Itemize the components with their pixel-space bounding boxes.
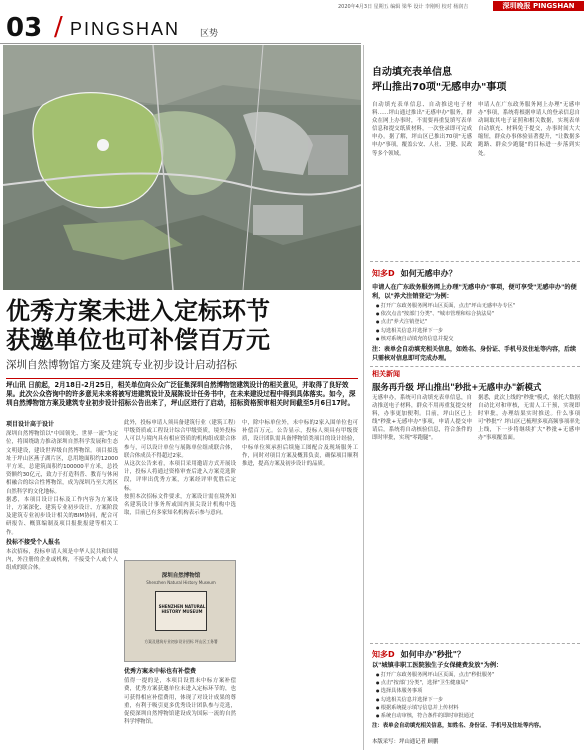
advert-footer: 方案及建筑专业初步设计招标 坪山区工务署 (144, 639, 218, 644)
how-to-note-2: 注：表单会自动填充相关信息，如姓名、身份证、手机号及住址等内容。 (372, 723, 545, 729)
how-to-steps-1 (376, 302, 580, 343)
how-to-2-step: ● 勾选相关信息并选择下一步 (376, 696, 580, 704)
page-number: 03 (6, 13, 43, 43)
how-to-1-step: ● 勾选相关信息并选择下一步 (376, 327, 580, 335)
museum-logo-text: SHENZHEN NATURAL HISTORY MUSEUM (158, 604, 206, 614)
how-to-2-step: ● 点击"按部门分类"，选择"卫生健康局" (376, 679, 580, 687)
how-to-2-step: ● 系统自动审核，符合条件的即时审批通过 (376, 712, 580, 720)
museum-advert (124, 560, 236, 662)
right-headline-2: 坪山推出70项"无感申办"事项 (372, 82, 507, 93)
how-to-1-step: ● 打开广东政务服务网坪山区页面，点击"坪山无感申办专区" (376, 302, 580, 310)
column-2-paragraph-2: 从这次公告来看，本项目采用邀请方式开展设计，投标人将通过资格审查后进入方案竞选阶段，评审出优秀方案，方案经评审优胜后定标。 (124, 461, 236, 492)
right-divider-1 (370, 261, 580, 262)
know-more-1-question: 如何无感申办？ (400, 269, 457, 278)
article-column-3 (242, 419, 358, 468)
know-more-2-question: 如何申办"秒批"？ (400, 650, 465, 659)
aerial-photo-graphic (3, 45, 361, 290)
know-more-1-tag: 知多D (372, 269, 395, 278)
column-2-paragraph-3: 按照本次招标文件要求，方案设计需在境外知名建筑设计事务所或国内顶尖设计机构中选取，目前已有多家知名机构表示参与意向。 (124, 493, 236, 517)
how-to-intro-1: 申请人在广东政务服务网上办理"无感申办"事项，便可享受"无感申办"的便利，以"养犬注销登记"为例： (372, 284, 577, 300)
column-1-paragraph-1: 深圳自然博物馆以"中国领先、世界一流"为定位，将围绕助力推动深圳自然科学发展和生态文明建设，建设世界级自然博物馆。项目拟选址于坪山区燕子湖片区，总用地面积约12000平方米，总建筑面积约100000平方米，总投资额约30亿元，致力于打造科普、教育与休闲相融合的综合性博物馆，成为深圳乃至大湾区自然科学的文化地标。 (6, 431, 118, 495)
page-top-bar (0, 0, 584, 12)
lead-paragraph: 坪山讯 日前起，2月18日-2月25日，相关单位向公众广泛征集深圳自然博物馆建筑设计的相关意见，并取得了良好效果。此次公众咨询中的许多意见未来将被写进建筑设计及展陈设计任务书中，在未来建设过程中得到具体落实。如今，深圳自然博物馆方案及建筑专业初步设计招标公告出来了，坪山区进行了启动，招标资格预审相关时间截至5月6日17时。 (6, 381, 356, 408)
how-to-intro-2: 以"城镇非职工医院独生子女保健费发放"为例： (372, 662, 503, 669)
how-to-2-step: ● 打开广东政务服务网坪山区页面，点击"秒批服务" (376, 671, 580, 679)
right-headline-3: 服务再升级 坪山推出"秒批+无感申办"新模式 (372, 382, 542, 392)
section-name: PINGSHAN (70, 19, 181, 39)
section-slash: / (54, 12, 63, 42)
know-more-1 (372, 268, 457, 279)
how-to-1-step: ● 点击"养犬注销登记" (376, 318, 580, 326)
how-to-1-step: ● 核对系统自动填充的信息并提交 (376, 335, 580, 343)
right-article-2-left: 无感申办，系统可自动填充表单信息，自动推送电子材料，群众不用再重复提交材料，办事更加便利。目前，坪山区已上线"秒批+无感申办"事项，申请人提交申请后，系统将自动核验信息，符合条件的即时审批，实现"零跑腿"。 (372, 395, 472, 442)
column-divider (363, 45, 364, 750)
right-divider-3 (370, 643, 580, 644)
main-headline (6, 296, 358, 354)
column-3-paragraph-1: 中，除中标单位外，未中标的2家入围单位也可补偿百万元。公告显示，投标人须具有甲级资质，设计团队需具备博物馆类项目的设计经验，中标单位须承担后续施工图配合及现场服务工作，同时对项目方案及概算负责，确保项目顺利推进，提高方案及初步设计的品质。 (242, 420, 358, 468)
article-column-1 (6, 419, 118, 573)
advert-subtitle: Shenzhen Natural History Museum (146, 580, 216, 585)
aerial-site-photo (3, 45, 361, 290)
column-1-heading-2: 投标不接受个人报名 (6, 538, 61, 546)
advert-title: 深圳自然博物馆 (161, 573, 201, 579)
right-divider-2 (370, 366, 580, 367)
lead-rule (6, 378, 358, 379)
article-column-2 (124, 419, 236, 517)
how-to-2-step: ● 根据系统提示填写信息并上传材料 (376, 704, 580, 712)
article-column-2-bottom (124, 666, 236, 726)
headline-line-2: 获邀单位也可补偿百万元 (6, 325, 270, 354)
right-article-1-left: 自动填充表单信息、自动推送电子材料……坪山通过推出"无感申办"服务，群众在网上办事时，不需要再重复填写表单信息和提交纸质材料，一次登录即可完成申办。据了解，坪山区已推出70项"无感申办"事项，覆盖公安、人社、卫健、民政等多个领域。 (372, 102, 472, 157)
section-subtitle: 区势 (200, 29, 219, 39)
know-more-2 (372, 649, 465, 660)
museum-logo (155, 591, 207, 631)
newspaper-brand-logo: 深圳晚报 PINGSHAN (493, 1, 584, 11)
headline-line-1: 优秀方案未进入定标环节 (6, 296, 270, 325)
column-2-heading-2: 优秀方案未中标也有补偿费 (124, 668, 197, 675)
how-to-2-step: ● 选择具体服务事项 (376, 687, 580, 695)
right-headline-1: 自动填充表单信息 (372, 67, 452, 78)
sub-headline: 深圳自然博物馆方案及建筑专业初步设计启动招标 (6, 359, 237, 371)
column-1-paragraph-2: 据悉，本项目设计目标及工作内容为方案设计，方案深化、建筑专业初步设计、方案阶段及建筑专业初步设计相关的BIM协同，配合可研报告、概算编制及项目报批报建等相关工作。 (6, 496, 118, 536)
right-article-2-right: 据悉，此次上线的"秒批"模式，依托大数据自动比对和审核，无需人工干预，实现即时审批，办理结果实时推送。什么事项可"秒批"？坪山区已梳理多项高频事项率先上线，下一步将继续扩大"秒批+无感申办"事项覆盖面。 (478, 395, 580, 442)
how-to-note-1: 注：表单会自动填充相关信息，如姓名、身份证、手机号及住址等内容，后续只需核对信息即可完成办理。 (372, 346, 577, 362)
related-news-tag: 相关新闻 (372, 370, 400, 378)
column-1-paragraph-3: 本次招标，投标申请人须是中华人民共和国境内，外注册的企业或机构，不接受个人或个人组成的联合体。 (6, 549, 118, 572)
edition-meta: 2020年4月3日 星期五 编辑 梁华 设计 李刚明 校对 杨润吉 (338, 4, 469, 10)
how-to-1-step: ● 依次点击"按部门分类"、"城市管理和综合执法局" (376, 310, 580, 318)
header-rule (0, 43, 361, 44)
know-more-2-tag: 知多D (372, 650, 395, 659)
column-2-paragraph-1: 此外，投标申请人须具备建筑行业（建筑工程）甲级资质或工程设计综合甲级资质，境外投标人可以与境内具有相应资质的机构组成联合体参与，可以设计单位与展陈单位组成联合体，联合体成员不得超过2家。 (124, 420, 236, 459)
column-1-heading-1: 项目设计高于设计 (6, 421, 55, 428)
how-to-steps-2 (376, 671, 580, 720)
right-article-1-right: 申请人在广东政务服务网上办理"无感申办"事项，系统将根据申请人的登录信息自动调取其电子证照和相关数据，实现表单自动填充、材料免于提交，办事时间大大缩短，群众办事体验显著提升，"让数据多跑路、群众少跑腿"的目标进一步落到实处。 (478, 102, 580, 157)
column-2-paragraph-4: 值得一提的是，本项目设置未中标方案补偿费，优秀方案获邀单位未进入定标环节的，也可获得相应补偿费用，体现了对设计成果的尊重，有利于吸引更多优秀设计团队参与竞选，促使深圳自然博物馆建设成为国际一流的自然科学博物馆。 (124, 678, 236, 726)
byline: 本版采写：坪山通记者 顾鹏 (372, 739, 439, 745)
